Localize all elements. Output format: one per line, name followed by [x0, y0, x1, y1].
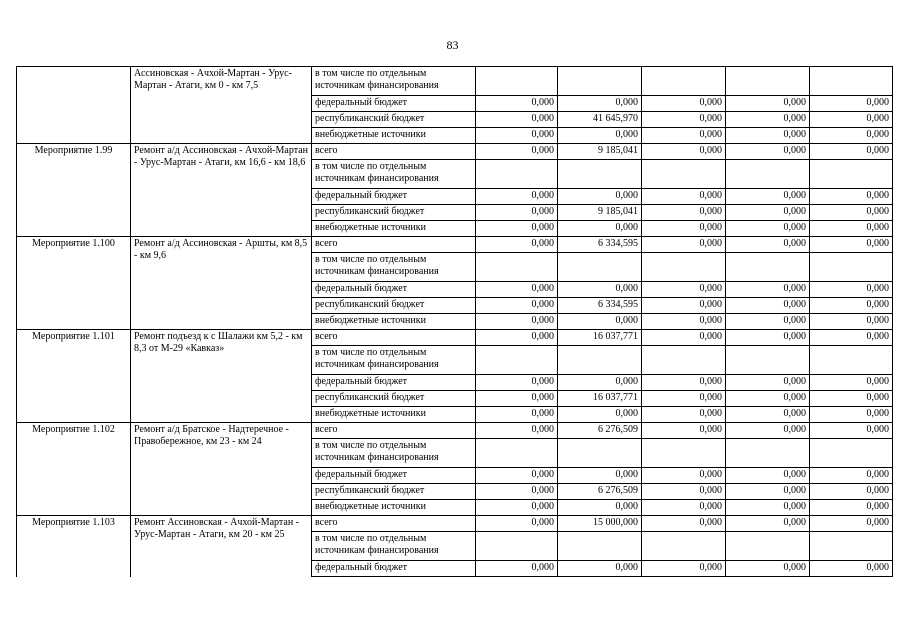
amount-cell	[726, 346, 810, 375]
funding-source-cell: республиканский бюджет	[312, 484, 476, 500]
amount-cell: 0,000	[558, 96, 642, 112]
event-number-cell: Мероприятие 1.101	[17, 330, 131, 423]
funding-table-body	[17, 67, 893, 577]
amount-cell: 0,000	[642, 205, 726, 221]
amount-cell: 0,000	[810, 128, 893, 144]
amount-cell	[558, 532, 642, 561]
amount-cell	[726, 532, 810, 561]
amount-cell: 0,000	[726, 314, 810, 330]
amount-cell: 0,000	[726, 375, 810, 391]
road-section-name-cell: Ассиновская - Ачхой-Мартан - Урус-Мартан - Атаги, км 0 - км 7,5	[131, 67, 312, 144]
amount-cell: 0,000	[726, 391, 810, 407]
amount-cell: 0,000	[476, 468, 558, 484]
amount-cell: 6 334,595	[558, 237, 642, 253]
amount-cell: 0,000	[810, 391, 893, 407]
amount-cell: 0,000	[476, 423, 558, 439]
amount-cell: 0,000	[726, 282, 810, 298]
funding-source-cell: всего	[312, 423, 476, 439]
amount-cell	[476, 67, 558, 96]
road-section-name-cell: Ремонт а/д Братское - Надтеречное - Правобережное, км 23 - км 24	[131, 423, 312, 516]
amount-cell: 0,000	[726, 96, 810, 112]
amount-cell: 0,000	[476, 330, 558, 346]
amount-cell	[726, 160, 810, 189]
amount-cell: 0,000	[642, 189, 726, 205]
amount-cell	[476, 439, 558, 468]
amount-cell: 0,000	[642, 112, 726, 128]
amount-cell: 0,000	[476, 128, 558, 144]
table-row	[17, 516, 893, 532]
amount-cell: 0,000	[726, 189, 810, 205]
amount-cell	[642, 67, 726, 96]
amount-cell	[558, 253, 642, 282]
amount-cell: 0,000	[726, 112, 810, 128]
amount-cell: 0,000	[642, 484, 726, 500]
funding-source-cell: в том числе по отдельным источникам финансирования	[312, 160, 476, 189]
amount-cell	[810, 67, 893, 96]
amount-cell: 0,000	[810, 330, 893, 346]
amount-cell: 0,000	[642, 128, 726, 144]
funding-source-cell: в том числе по отдельным источникам финансирования	[312, 439, 476, 468]
amount-cell: 0,000	[642, 407, 726, 423]
amount-cell	[726, 67, 810, 96]
table-row	[17, 67, 893, 96]
amount-cell: 0,000	[558, 375, 642, 391]
amount-cell: 0,000	[642, 282, 726, 298]
amount-cell	[810, 532, 893, 561]
funding-source-cell: всего	[312, 144, 476, 160]
amount-cell: 0,000	[810, 423, 893, 439]
amount-cell: 16 037,771	[558, 391, 642, 407]
amount-cell: 0,000	[726, 500, 810, 516]
amount-cell	[558, 346, 642, 375]
amount-cell: 0,000	[810, 144, 893, 160]
amount-cell: 0,000	[558, 500, 642, 516]
funding-source-cell: республиканский бюджет	[312, 298, 476, 314]
table-row	[17, 237, 893, 253]
amount-cell: 0,000	[726, 330, 810, 346]
funding-source-cell: в том числе по отдельным источникам финансирования	[312, 532, 476, 561]
amount-cell	[810, 160, 893, 189]
amount-cell: 0,000	[810, 314, 893, 330]
amount-cell: 0,000	[558, 189, 642, 205]
amount-cell: 0,000	[810, 221, 893, 237]
amount-cell: 0,000	[642, 96, 726, 112]
event-number-cell: Мероприятие 1.102	[17, 423, 131, 516]
event-number-cell: Мероприятие 1.100	[17, 237, 131, 330]
table-row	[17, 423, 893, 439]
amount-cell	[810, 346, 893, 375]
amount-cell	[558, 439, 642, 468]
amount-cell	[726, 253, 810, 282]
amount-cell: 0,000	[810, 237, 893, 253]
amount-cell: 0,000	[726, 221, 810, 237]
amount-cell	[810, 253, 893, 282]
amount-cell	[726, 439, 810, 468]
amount-cell	[642, 439, 726, 468]
amount-cell	[476, 253, 558, 282]
amount-cell: 0,000	[476, 500, 558, 516]
funding-source-cell: всего	[312, 330, 476, 346]
funding-source-cell: всего	[312, 237, 476, 253]
road-section-name-cell: Ремонт а/д Ассиновская - Ачхой-Мартан - Урус-Мартан - Атаги, км 16,6 - км 18,6	[131, 144, 312, 237]
amount-cell: 0,000	[476, 561, 558, 577]
table-row	[17, 144, 893, 160]
event-number-cell: Мероприятие 1.103	[17, 516, 131, 577]
amount-cell: 0,000	[476, 298, 558, 314]
amount-cell: 0,000	[726, 407, 810, 423]
amount-cell: 0,000	[558, 128, 642, 144]
funding-source-cell: в том числе по отдельным источникам финансирования	[312, 253, 476, 282]
amount-cell: 0,000	[642, 423, 726, 439]
funding-source-cell: республиканский бюджет	[312, 205, 476, 221]
amount-cell: 0,000	[558, 314, 642, 330]
road-section-name-cell: Ремонт Ассиновская - Ачхой-Мартан - Урус-Мартан - Атаги, км 20 - км 25	[131, 516, 312, 577]
amount-cell: 0,000	[726, 423, 810, 439]
amount-cell	[476, 346, 558, 375]
amount-cell: 0,000	[476, 96, 558, 112]
amount-cell: 6 334,595	[558, 298, 642, 314]
amount-cell: 0,000	[810, 516, 893, 532]
funding-source-cell: республиканский бюджет	[312, 112, 476, 128]
funding-source-cell: федеральный бюджет	[312, 468, 476, 484]
funding-source-cell: федеральный бюджет	[312, 561, 476, 577]
amount-cell: 0,000	[642, 314, 726, 330]
amount-cell: 0,000	[476, 144, 558, 160]
funding-source-cell: внебюджетные источники	[312, 500, 476, 516]
amount-cell: 0,000	[642, 221, 726, 237]
funding-table	[16, 66, 893, 577]
amount-cell	[642, 160, 726, 189]
amount-cell: 0,000	[726, 484, 810, 500]
event-number-cell	[17, 67, 131, 144]
amount-cell: 0,000	[726, 468, 810, 484]
amount-cell: 0,000	[810, 189, 893, 205]
amount-cell: 0,000	[476, 516, 558, 532]
funding-source-cell: республиканский бюджет	[312, 391, 476, 407]
amount-cell	[558, 67, 642, 96]
page-number: 83	[446, 38, 459, 52]
funding-source-cell: федеральный бюджет	[312, 282, 476, 298]
amount-cell: 0,000	[476, 314, 558, 330]
amount-cell: 0,000	[726, 298, 810, 314]
table-row	[17, 330, 893, 346]
amount-cell: 15 000,000	[558, 516, 642, 532]
amount-cell: 9 185,041	[558, 144, 642, 160]
funding-source-cell: федеральный бюджет	[312, 189, 476, 205]
funding-source-cell: внебюджетные источники	[312, 407, 476, 423]
amount-cell	[558, 160, 642, 189]
amount-cell: 0,000	[810, 407, 893, 423]
amount-cell: 0,000	[642, 516, 726, 532]
amount-cell: 0,000	[476, 221, 558, 237]
funding-source-cell: федеральный бюджет	[312, 375, 476, 391]
amount-cell: 0,000	[476, 407, 558, 423]
amount-cell	[642, 346, 726, 375]
event-number-cell: Мероприятие 1.99	[17, 144, 131, 237]
amount-cell: 0,000	[642, 330, 726, 346]
amount-cell: 0,000	[642, 144, 726, 160]
amount-cell: 0,000	[810, 500, 893, 516]
amount-cell: 0,000	[726, 205, 810, 221]
amount-cell: 16 037,771	[558, 330, 642, 346]
amount-cell: 0,000	[810, 205, 893, 221]
amount-cell	[476, 160, 558, 189]
amount-cell	[810, 439, 893, 468]
amount-cell: 0,000	[726, 128, 810, 144]
amount-cell	[642, 532, 726, 561]
amount-cell: 9 185,041	[558, 205, 642, 221]
amount-cell: 0,000	[476, 484, 558, 500]
amount-cell: 0,000	[726, 144, 810, 160]
amount-cell: 0,000	[558, 407, 642, 423]
funding-source-cell: внебюджетные источники	[312, 314, 476, 330]
amount-cell: 0,000	[476, 112, 558, 128]
road-section-name-cell: Ремонт подъезд к с Шалажи км 5,2 - км 8,3 от М-29 «Кавказ»	[131, 330, 312, 423]
amount-cell: 0,000	[642, 237, 726, 253]
amount-cell: 0,000	[642, 500, 726, 516]
amount-cell: 0,000	[810, 282, 893, 298]
amount-cell: 0,000	[726, 516, 810, 532]
amount-cell: 41 645,970	[558, 112, 642, 128]
funding-source-cell: в том числе по отдельным источникам финансирования	[312, 67, 476, 96]
amount-cell: 0,000	[642, 468, 726, 484]
road-section-name-cell: Ремонт а/д Ассиновская - Аршты, км 8,5 - км 9,6	[131, 237, 312, 330]
funding-source-cell: всего	[312, 516, 476, 532]
amount-cell: 0,000	[476, 282, 558, 298]
amount-cell: 0,000	[476, 375, 558, 391]
amount-cell: 0,000	[810, 96, 893, 112]
amount-cell: 0,000	[726, 561, 810, 577]
amount-cell: 0,000	[726, 237, 810, 253]
amount-cell: 0,000	[476, 237, 558, 253]
amount-cell: 0,000	[558, 282, 642, 298]
amount-cell	[476, 532, 558, 561]
amount-cell: 6 276,509	[558, 484, 642, 500]
funding-source-cell: внебюджетные источники	[312, 128, 476, 144]
amount-cell: 0,000	[810, 561, 893, 577]
amount-cell: 0,000	[642, 561, 726, 577]
amount-cell: 0,000	[810, 468, 893, 484]
amount-cell: 0,000	[810, 484, 893, 500]
amount-cell: 0,000	[810, 298, 893, 314]
amount-cell: 0,000	[810, 375, 893, 391]
amount-cell: 0,000	[642, 375, 726, 391]
amount-cell: 0,000	[558, 468, 642, 484]
funding-source-cell: внебюджетные источники	[312, 221, 476, 237]
amount-cell: 0,000	[476, 205, 558, 221]
amount-cell: 0,000	[558, 221, 642, 237]
amount-cell: 0,000	[476, 189, 558, 205]
funding-source-cell: федеральный бюджет	[312, 96, 476, 112]
amount-cell: 6 276,509	[558, 423, 642, 439]
amount-cell: 0,000	[642, 391, 726, 407]
amount-cell: 0,000	[642, 298, 726, 314]
amount-cell: 0,000	[558, 561, 642, 577]
funding-source-cell: в том числе по отдельным источникам финансирования	[312, 346, 476, 375]
amount-cell	[642, 253, 726, 282]
amount-cell: 0,000	[476, 391, 558, 407]
amount-cell: 0,000	[810, 112, 893, 128]
